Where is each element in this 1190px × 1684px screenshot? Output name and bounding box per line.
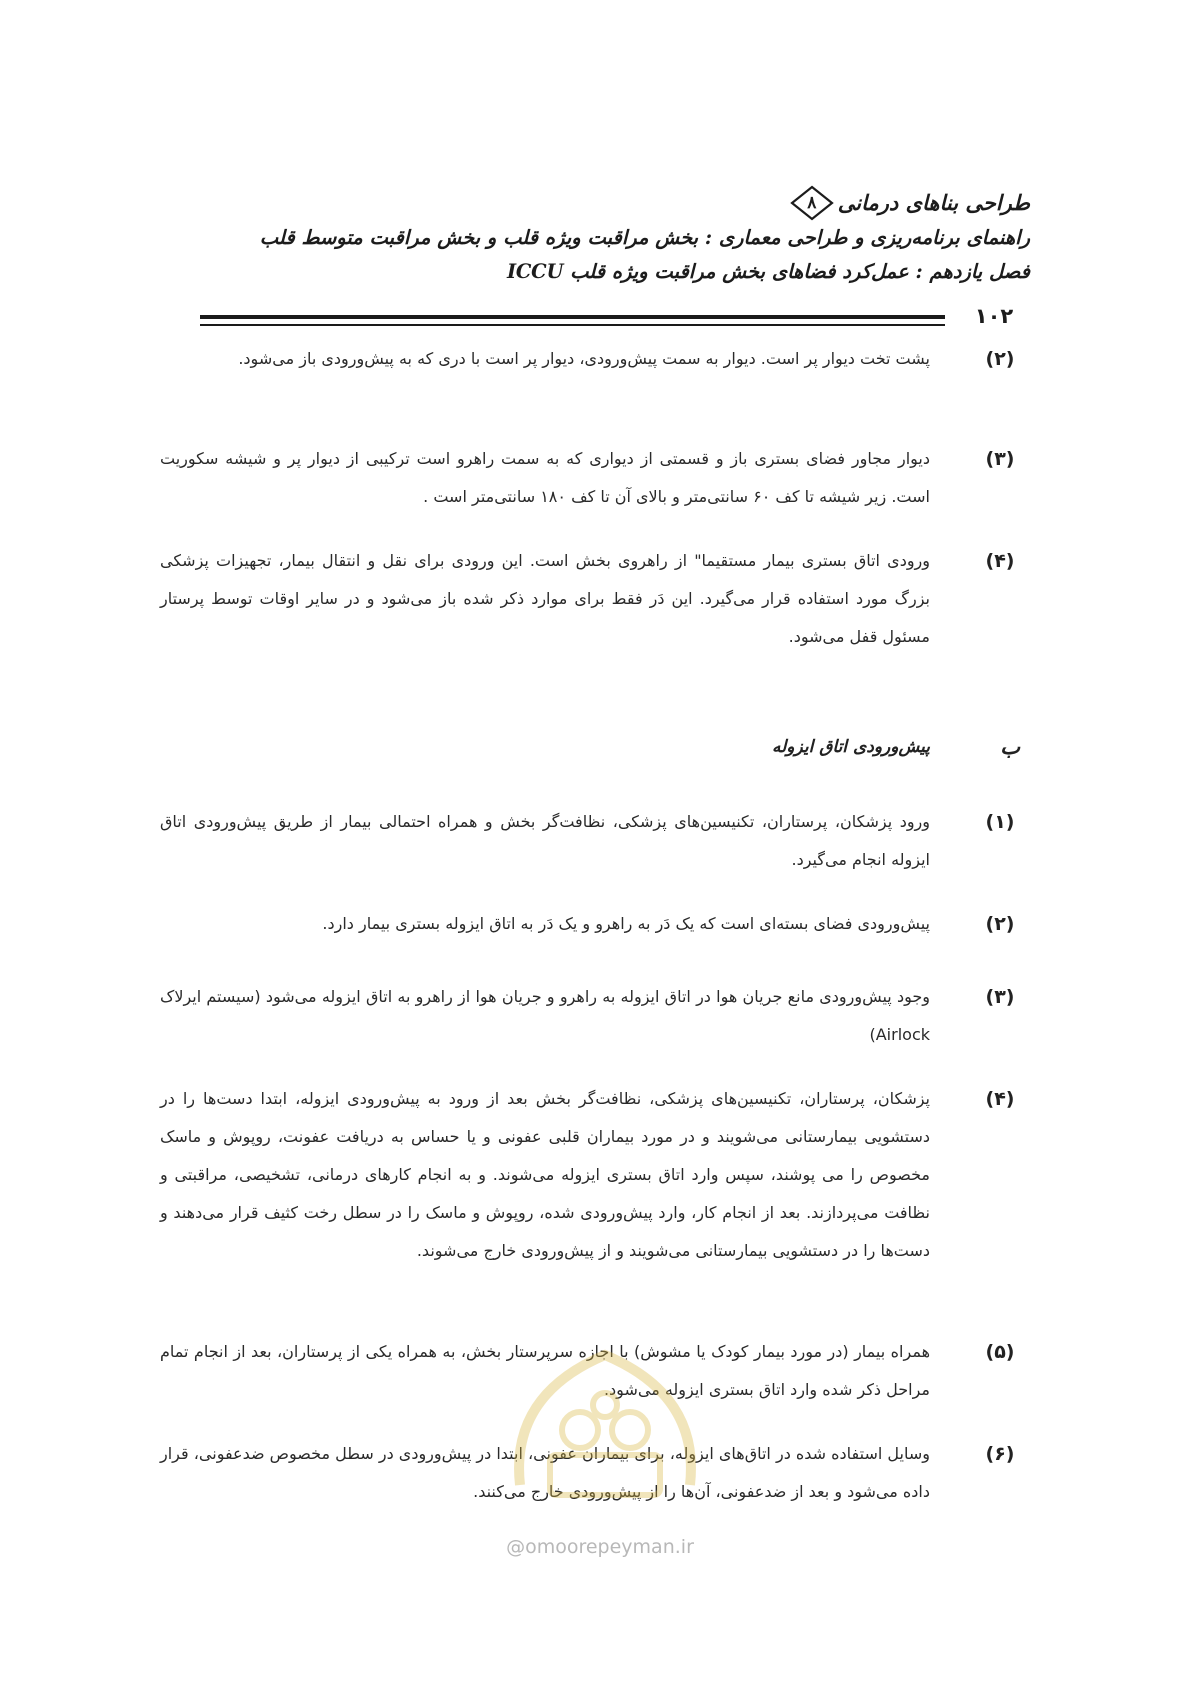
item-text: پزشکان، پرستاران، تکنیسین‌های پزشکی، نظافت‌گر بخش بعد از ورود به پیش‌ورودی ایزوله، ابتدا دست‌ها را در دستشویی بیمارستانی می‌شویند و در مورد بیماران قلبی عفونی و یا حساس به دریافت عفونت، روپوش و ماسک مخصوص را می پوشند، سپس وارد اتاق بستری ایزوله می‌شوند. و به انجام کارهای درمانی، تشخیصی، مراقبتی و نظافت می‌پردازند. بعد از انجام کار، وارد پیش‌ورودی شده، روپوش و ماسک را در سطل رخت کثیف قرار می‌دهند و دست‌ها را در دستشویی بیمارستانی می‌شویند و از پیش‌ورودی خارج می‌شوند.: [160, 1089, 930, 1260]
item-number: (۱): [985, 811, 1015, 833]
chapter-title: فصل یازدهم : عمل‌کرد فضاهای بخش مراقبت ویژه قلب ICCU: [506, 260, 1030, 283]
section-title: پیش‌ورودی اتاق ایزوله: [771, 737, 930, 757]
watermark-site: @omoorepeyman.ir: [506, 1536, 694, 1558]
item-number: (۳): [985, 986, 1015, 1008]
item-number: (۴): [985, 550, 1015, 572]
item-text: پشت تخت دیوار پر است. دیوار به سمت پیش‌ورودی، دیوار پر است با دری که به پیش‌ورودی باز می‌شود.: [238, 349, 930, 368]
item-text: وسایل استفاده شده در اتاق‌های ایزوله، برای بیماران عفونی، ابتدا در پیش‌ورودی در سطل مخصوص ضدعفونی، قرار داده می‌شود و بعد از ضدعفونی، آن‌ها را از پیش‌ورودی خارج می‌کنند.: [160, 1444, 930, 1501]
item-number: (۲): [985, 913, 1015, 935]
list-item: [160, 440, 1030, 516]
volume-diamond: [790, 185, 834, 221]
list-item: [160, 978, 1030, 1054]
item-number: (۴): [985, 1088, 1015, 1110]
item-text: دیوار مجاور فضای بستری باز و قسمتی از دیواری که به سمت راهرو است ترکیبی از دیوار پر و شیشه سکوریت است. زیر شیشه تا کف ۶۰ سانتی‌متر و بالای آن تا کف ۱۸۰ سانتی‌متر است .: [160, 449, 930, 506]
page-number: ۱۰۲: [974, 304, 1014, 328]
list-item: [160, 340, 1030, 378]
book-title: طراحی بناهای درمانی: [837, 190, 1030, 215]
running-header: [200, 185, 1030, 289]
book-subtitle: راهنمای برنامه‌ریزی و طراحی معماری : بخش مراقبت ویژه قلب و بخش مراقبت متوسط قلب: [259, 226, 1030, 249]
list-item: [160, 542, 1030, 656]
list-item: [160, 1080, 1030, 1270]
section-letter: ب: [1000, 734, 1020, 759]
volume-number: ۸: [807, 193, 817, 213]
item-text: پیش‌ورودی فضای بسته‌ای است که یک دَر به راهرو و یک دَر به اتاق ایزوله بستری بیمار دارد.: [322, 914, 930, 933]
item-number: (۲): [985, 348, 1015, 370]
header-rule-thin: [200, 324, 945, 326]
header-rule-thick: [200, 315, 945, 319]
item-text: ورود پزشکان، پرستاران، تکنیسین‌های پزشکی، نظافت‌گر بخش و همراه احتمالی بیمار از طریق پیش‌ورودی اتاق ایزوله انجام می‌گیرد.: [160, 812, 930, 869]
item-text: همراه بیمار (در مورد بیمار کودک یا مشوش) با اجازه سرپرستار بخش، به همراه یکی از پرستاران، بعد از انجام تمام مراحل ذکر شده وارد اتاق بستری ایزوله می‌شود.: [160, 1342, 930, 1399]
item-number: (۵): [985, 1341, 1015, 1363]
item-text: ورودی اتاق بستری بیمار مستقیما" از راهروی بخش است. این ورودی برای نقل و انتقال بیمار، تجهیزات پزشکی بزرگ مورد استفاده قرار می‌گیرد. این دَر فقط برای موارد ذکر شده باز می‌شود و در سایر اوقات توسط پرستار مسئول قفل می‌شود.: [160, 551, 930, 646]
list-item: [160, 905, 1030, 943]
item-text: وجود پیش‌ورودی مانع جریان هوا در اتاق ایزوله به راهرو و جریان هوا از راهرو به اتاق ایزوله می‌شود (سیستم ایرلاک Airlock): [160, 987, 930, 1044]
section-heading: [160, 728, 1030, 768]
list-item: [160, 803, 1030, 879]
emblem-watermark: [500, 1335, 710, 1515]
book-title-line: [200, 185, 1030, 221]
item-number: (۶): [985, 1443, 1015, 1465]
item-number: (۳): [985, 448, 1015, 470]
